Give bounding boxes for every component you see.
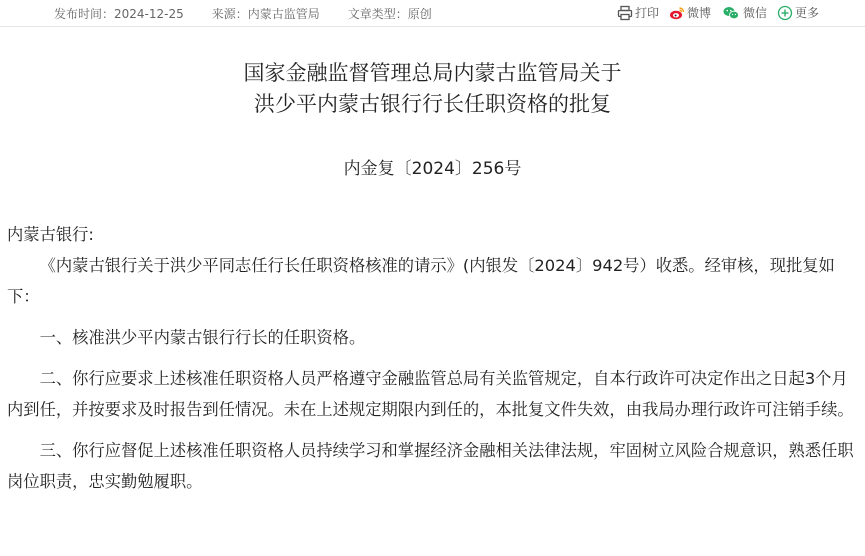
wechat-icon [721, 5, 741, 21]
paragraph: 一、核准洪少平内蒙古银行行长的任职资格。 [39, 328, 366, 347]
weibo-icon [669, 5, 685, 21]
print-button[interactable] [617, 4, 659, 21]
title-line-1: 国家金融监督管理总局内蒙古监管局关于 [243, 61, 622, 85]
print-label: 打印 [635, 6, 660, 20]
article-meta-bar [0, 0, 865, 27]
article-type: 文章类型：原创 [347, 7, 432, 21]
more-label: 更多 [795, 6, 820, 20]
document-title [0, 58, 865, 120]
share-toolbar [617, 4, 829, 21]
paragraph: 三、你行应督促上述核准任职资格人员持续学习和掌握经济金融相关法律法规，牢固树立风险合规意识，熟悉任职岗位职责，忠实勤勉履职。 [7, 441, 854, 491]
document-body [7, 219, 859, 497]
paragraph: 《内蒙古银行关于洪少平同志任行长任职资格核准的请示》(内银发〔2024〕942号）收悉。经审核，现批复如下： [7, 256, 835, 306]
paragraph: 二、你行应要求上述核准任职资格人员严格遵守金融监管总局有关监管规定，自本行政许可决定作出之日起3个月内到任，并按要求及时报告到任情况。未在上述规定期限内到任的，本批复文件失效，由我局办理行政许可注销手续。 [7, 369, 854, 419]
wechat-label: 微信 [743, 6, 768, 20]
more-share-button[interactable] [777, 4, 819, 21]
wechat-share-button[interactable] [721, 4, 767, 21]
weibo-label: 微博 [687, 6, 712, 20]
publish-time: 发布时间：2024-12-25 [54, 7, 184, 21]
addressee: 内蒙古银行: [7, 225, 94, 244]
document-number: 内金复〔2024〕256号 [343, 159, 522, 179]
printer-icon [617, 5, 633, 21]
title-line-2: 洪少平内蒙古银行行长任职资格的批复 [254, 92, 611, 116]
plus-circle-icon [777, 5, 793, 21]
weibo-share-button[interactable] [669, 4, 711, 21]
article-meta [54, 5, 460, 22]
article-source: 来源：内蒙古监管局 [211, 7, 320, 21]
